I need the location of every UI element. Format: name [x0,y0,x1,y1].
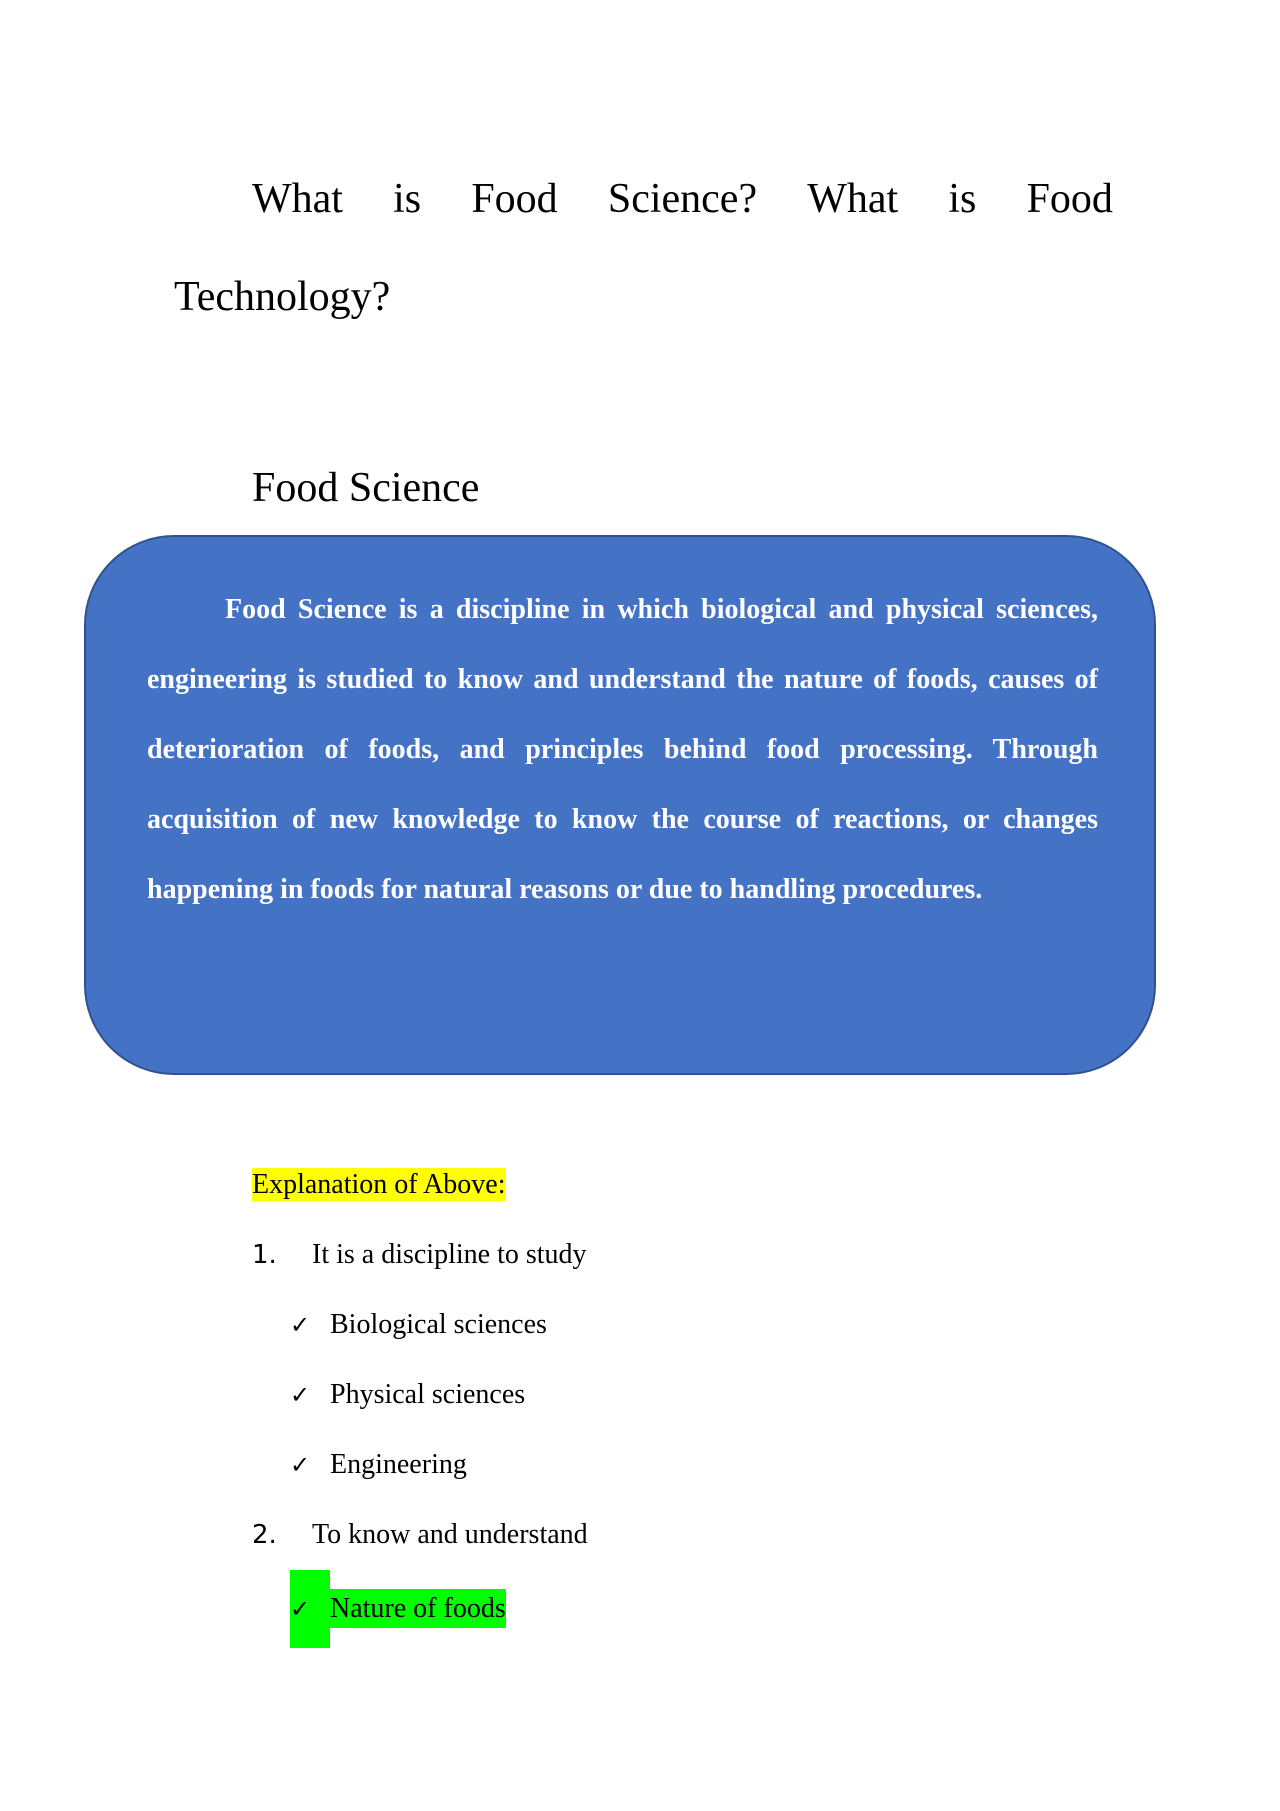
title-line-2: Technology? [174,274,391,320]
list-number: 1. [252,1240,277,1270]
explanation-heading-text: Explanation of Above: [252,1169,506,1200]
title-word: What [807,176,899,222]
check-icon: ✓ [290,1451,311,1479]
checklist-item [252,1290,1112,1360]
title-word: Food [471,176,558,222]
title-word: Food [1026,176,1113,222]
title-word: What [252,176,343,222]
check-icon: ✓ [290,1381,311,1409]
section-heading: Food Science [252,465,480,511]
checklist-item [252,1360,1112,1430]
definition-text: Food Science is a discipline in which biological and physical sciences, engineering is studied to know and understand the nature of foods, causes of deterioration of foods, and principles behind food processing. Through acquisition of new knowledge to know the course of reactions, or changes happening in foods for natural reasons or due to handling procedures. [147,594,1098,905]
definition-box [84,535,1156,1075]
checklist-item-highlighted [252,1570,1112,1640]
checklist-item-text: Engineering [330,1449,467,1480]
checklist-item-text: Biological sciences [330,1309,547,1340]
numbered-item-text: To know and understand [312,1519,588,1550]
title-word: is [393,176,422,222]
checklist-item-text: Nature of foods [330,1589,506,1628]
list-number: 2. [252,1520,277,1550]
numbered-item [252,1500,1112,1570]
title-word: Science? [607,176,758,222]
numbered-item [252,1220,1112,1290]
explanation-heading [252,1150,506,1220]
numbered-item-text: It is a discipline to study [312,1239,587,1270]
document-title [174,150,1113,346]
checklist-item [252,1430,1112,1500]
check-icon: ✓ [290,1570,330,1648]
title-line-1 [174,150,1113,248]
explanation-section [252,1150,1112,1640]
checklist-item-text: Physical sciences [330,1379,526,1410]
title-word: is [948,176,977,222]
check-icon: ✓ [290,1311,311,1339]
